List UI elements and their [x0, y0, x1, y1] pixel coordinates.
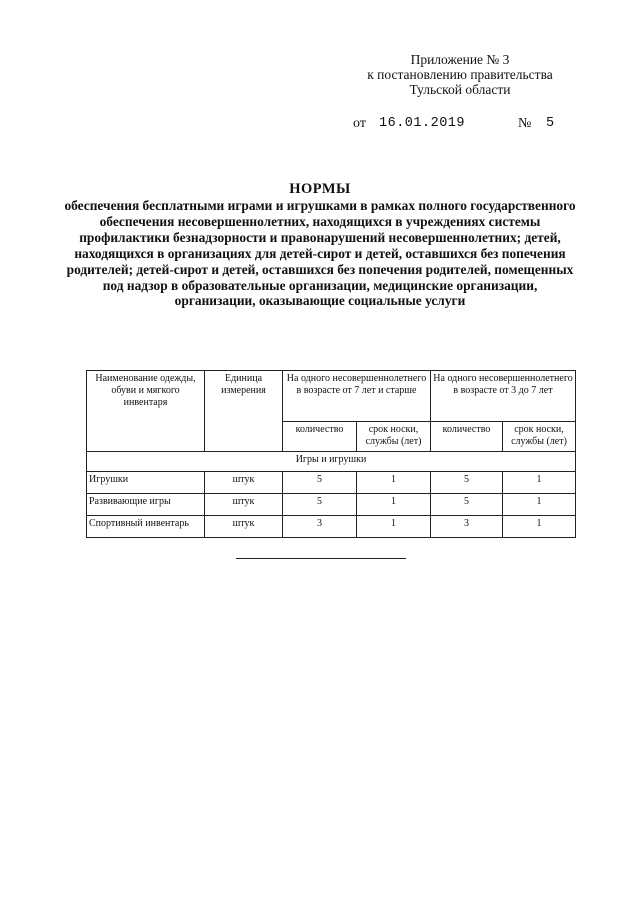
header-unit: Единица измерения	[205, 371, 283, 452]
item-name: Развивающие игры	[87, 494, 205, 516]
closing-rule	[236, 558, 406, 559]
header-group-7plus: На одного несовершеннолетнего в возрасте от 7 лет и старше	[283, 371, 431, 422]
item-term-7plus: 1	[357, 516, 431, 538]
item-qty-7plus: 5	[283, 494, 357, 516]
subheader-qty-3to7: количество	[431, 422, 503, 452]
item-name: Спортивный инвентарь	[87, 516, 205, 538]
item-term-3to7: 1	[503, 472, 576, 494]
appendix-block	[340, 52, 580, 97]
subheader-term-3to7: срок носки, службы (лет)	[503, 422, 576, 452]
document-subtitle: обеспечения бесплатными играми и игрушками в рамках полного государственного обеспечения несовершеннолетних, находящихся в учреждениях системы профилактики безнадзорности и правонарушений несовершеннолетних; детей, находящихся в организациях для детей-сирот и детей, оставшихся без попечения родителей; детей-сирот и детей, оставшихся без попечения родителей, помещенных под надзор в образовательные организации, медицинские организации, организации, оказывающие социальные услуги	[64, 198, 576, 309]
item-qty-7plus: 3	[283, 516, 357, 538]
date-label: от	[353, 116, 366, 131]
item-term-3to7: 1	[503, 494, 576, 516]
norms-table	[86, 370, 576, 538]
item-qty-3to7: 5	[431, 472, 503, 494]
appendix-line-3: Тульской области	[409, 82, 511, 97]
item-qty-3to7: 3	[431, 516, 503, 538]
date-value: 16.01.2019	[379, 116, 466, 131]
table-row	[87, 516, 576, 538]
item-unit: штук	[205, 494, 283, 516]
subheader-qty-7plus: количество	[283, 422, 357, 452]
number-value: 5	[546, 116, 555, 131]
item-name: Игрушки	[87, 472, 205, 494]
item-term-7plus: 1	[357, 472, 431, 494]
appendix-line-1: Приложение № 3	[410, 52, 510, 67]
item-unit: штук	[205, 516, 283, 538]
table-row	[87, 472, 576, 494]
subheader-term-7plus: срок носки, службы (лет)	[357, 422, 431, 452]
table-row	[87, 494, 576, 516]
number-label: №	[518, 116, 532, 131]
item-unit: штук	[205, 472, 283, 494]
item-term-3to7: 1	[503, 516, 576, 538]
header-name: Наименование одежды, обуви и мягкого инвентаря	[87, 371, 205, 452]
header-group-3to7: На одного несовершеннолетнего в возрасте от 3 до 7 лет	[431, 371, 576, 422]
section-row	[87, 452, 576, 472]
item-qty-7plus: 5	[283, 472, 357, 494]
document-title: НОРМЫ	[289, 181, 351, 197]
item-term-7plus: 1	[357, 494, 431, 516]
appendix-line-2: к постановлению правительства	[367, 67, 553, 82]
section-label: Игры и игрушки	[87, 452, 576, 472]
item-qty-3to7: 5	[431, 494, 503, 516]
table-header-row	[87, 371, 576, 422]
